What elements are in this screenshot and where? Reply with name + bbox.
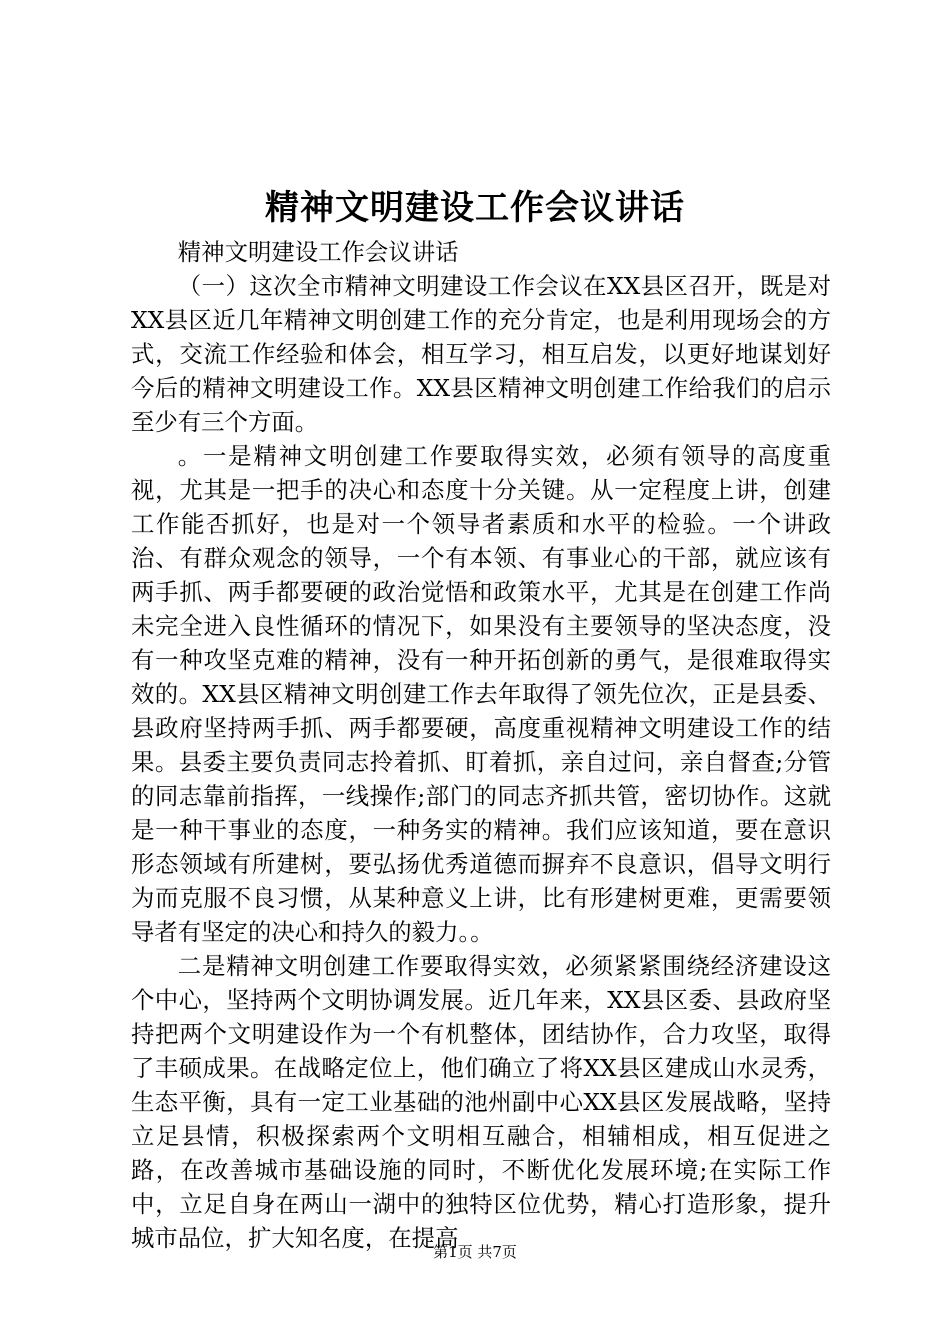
paragraph: 精神文明建设工作会议讲话 <box>177 238 459 266</box>
page-indicator: 第1页 共7页 <box>433 1243 517 1261</box>
paragraph: 二是精神文明创建工作要取得实效，必须紧紧围绕经济建设这个中心，坚持两个文明协调发展。近几年来，XX县区委、县政府坚持把两个文明建设作为一个有机整体，团结协作，合力攻坚，取得了丰硕成果。在战略定位上，他们确立了将XX县区建成山水灵秀，生态平衡，具有一定工业基础的池州副中心XX县区发展战略，坚持立足县情，积极探索两个文明相互融合，相辅相成，相互促进之路，在改善城市基础设施的同时，不断优化发展环境;在实际工作中，立足自身在两山一湖中的独特区位优势，精心打造形象，提升城市品位，扩大知名度，在提高 <box>131 952 831 1252</box>
document-title: 精神文明建设工作会议讲话 <box>265 188 685 228</box>
document-body <box>131 235 831 1255</box>
paragraph: 。一是精神文明创建工作要取得实效，必须有领导的高度重视，尤其是一把手的决心和态度十分关键。从一定程度上讲，创建工作能否抓好，也是对一个领导者素质和水平的检验。一个讲政治、有群众观念的领导，一个有本领、有事业心的干部，就应该有两手抓、两手都要硬的政治觉悟和政策水平，尤其是在创建工作尚未完全进入良性循环的情况下，如果没有主要领导的坚决态度，没有一种攻坚克难的精神，没有一种开拓创新的勇气，是很难取得实效的。XX县区精神文明创建工作去年取得了领先位次，正是县委、县政府坚持两手抓、两手都要硬，高度重视精神文明建设工作的结果。县委主要负责同志拎着抓、盯着抓，亲自过问，亲自督查;分管的同志靠前指挥，一线操作;部门的同志齐抓共管，密切协作。这就是一种干事业的态度，一种务实的精神。我们应该知道，要在意识形态领域有所建树，要弘扬优秀道德而摒弃不良意识，倡导文明行为而克服不良习惯，从某种意义上讲，比有形建树更难，更需要领导者有坚定的决心和持久的毅力。。 <box>131 442 831 946</box>
paragraph: （一）这次全市精神文明建设工作会议在XX县区召开，既是对XX县区近几年精神文明创建工作的充分肯定，也是利用现场会的方式，交流工作经验和体会，相互学习，相互启发，以更好地谋划好今后的精神文明建设工作。XX县区精神文明创建工作给我们的启示至少有三个方面。 <box>131 272 831 436</box>
